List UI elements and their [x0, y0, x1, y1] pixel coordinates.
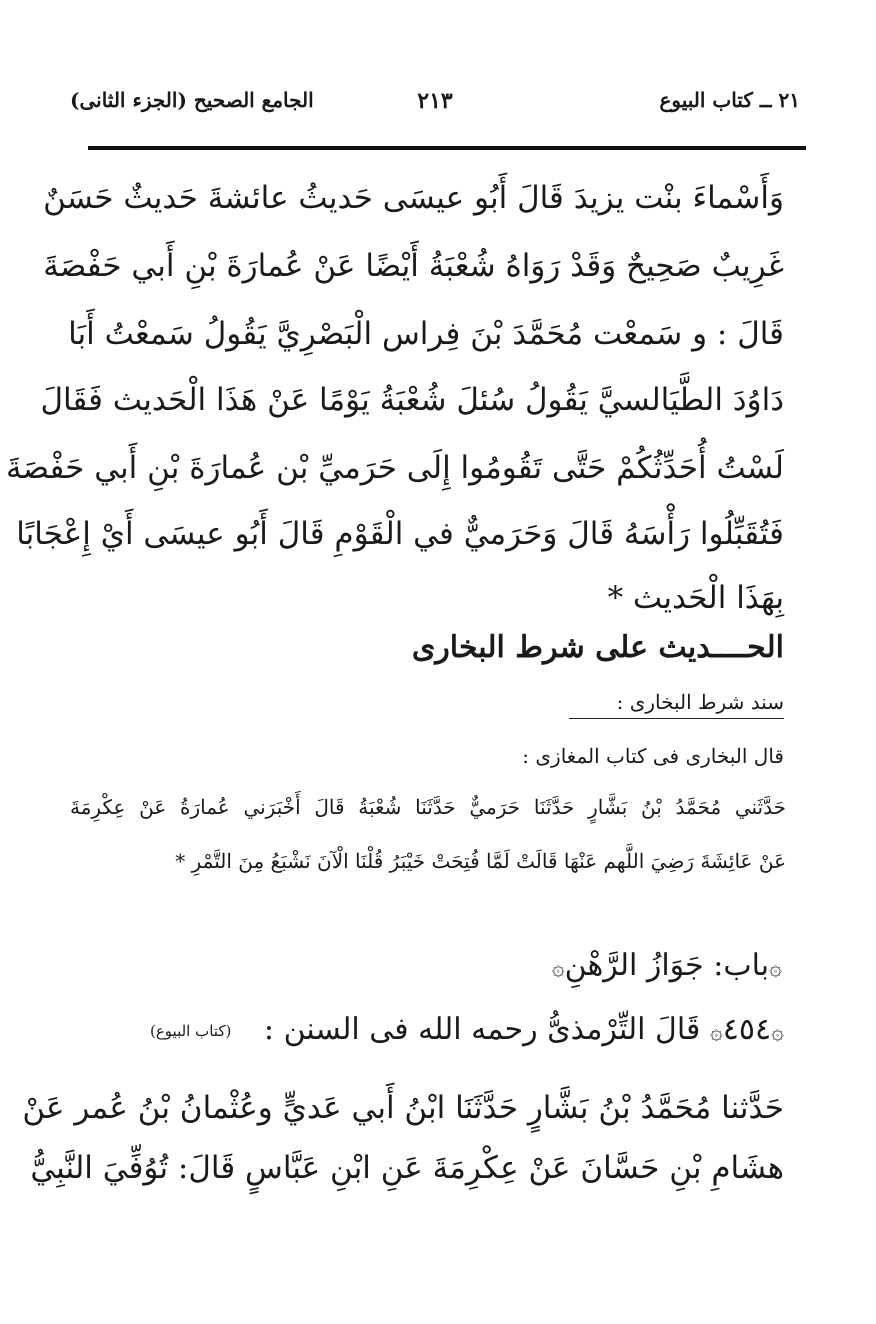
ornament-icon: ۞ — [551, 956, 565, 981]
hadith-number: ٤٥٤ — [722, 1012, 772, 1047]
page-header — [70, 88, 800, 128]
body-line-6: فَتُقَبِّلُوا رَأْسَهُ قَالَ وَحَرَميٌّ في الْقَوْمِ قَالَ أَبُو عيسَى أَيْ إِعْجَابًا — [16, 516, 784, 552]
bukhari-note: قال البخارى فى كتاب المغازى : — [522, 744, 784, 768]
header-chapter: ٢١ ــ كتاب البيوع — [659, 88, 800, 112]
header-book-title: الجامع الصحيح (الجزء الثانى) — [70, 88, 314, 112]
page-number: ٢١٣ — [417, 88, 453, 114]
sanad-heading: سند شرط البخارى : — [569, 690, 784, 719]
hadith-reference: (كتاب البيوع) — [150, 1022, 232, 1040]
bukhari-line-1: حَدَّثَني مُحَمَّدُ بْنُ بَشَّارٍ حَدَّثَنَا حَرَميٌّ حَدَّثَنَا شُعْبَةُ قَالَ أَخْبَرَني عُمارَةُ عَنْ عِكْرِمَةَ — [70, 795, 786, 819]
body-line-1: وَأَسْماءَ بنْت يزيدَ قَالَ أَبُو عيسَى حَديثُ عائشةَ حَديثٌ حَسَنٌ — [43, 180, 784, 216]
body-line-4: دَاوُدَ الطَّيَالسيَّ يَقُولُ سُئلَ شُعْبَةُ يَوْمًا عَنْ هَذَا الْحَديث فَقَالَ — [40, 382, 784, 418]
ornament-icon: ۞ — [769, 956, 782, 981]
hadith-line-2: هشَامِ بْنِ حَسَّانَ عَنْ عِكْرِمَةَ عَنِ ابْنِ عَبَّاسٍ قَالَ: تُوُفِّيَ النَّبِيُّ — [30, 1150, 784, 1186]
bukhari-line-2: عَنْ عَائِشَةَ رَضِيَ اللَّهم عَنْهَا قَالَتْ لَمَّا فُتِحَتْ خَيْبَرُ قُلْنَا الْآنَ نَشْبَعُ مِنَ التَّمْرِ * — [175, 849, 786, 873]
ornament-icon: ۞ — [771, 1020, 784, 1045]
hadith-line-1: حَدَّثنا مُحَمَّدُ بْنُ بَشَّارٍ حَدَّثَنَا ابْنُ أَبي عَديٍّ وعُثْمانُ بْنُ عُمر عَنْ — [22, 1090, 784, 1126]
body-line-3: قَالَ : و سَمعْت مُحَمَّدَ بْنَ فِراس الْبَصْرِيَّ يَقُولُ سَمعْتُ أَبَا — [68, 316, 784, 352]
hadith-intro: قَالَ التِّرْمذىُّ رحمه الله فى السنن : — [263, 1012, 701, 1047]
body-line-2: غَرِيبٌ صَحِيحٌ وَقَدْ رَوَاهُ شُعْبَةُ أَيْضًا عَنْ عُمارَةَ بْنِ أَبي حَفْصَةَ — [43, 248, 784, 284]
body-line-7: بِهَذَا الْحَديث * — [607, 580, 784, 616]
chapter-heading — [552, 948, 782, 983]
section-title: الحــــديث على شرط البخارى — [411, 630, 784, 665]
hadith-heading — [150, 1012, 784, 1047]
ornament-icon: ۞ — [709, 1020, 723, 1045]
chapter-title: باب: جَوَازُ الرَّهْنِ — [564, 948, 770, 983]
body-line-5: لَسْتُ أُحَدِّثُكُمْ حَتَّى تَقُومُوا إِلَى حَرَميِّ بْن عُمارَةَ بْنِ أَبي حَفْصَةَ — [6, 450, 784, 486]
header-rule — [88, 146, 806, 150]
